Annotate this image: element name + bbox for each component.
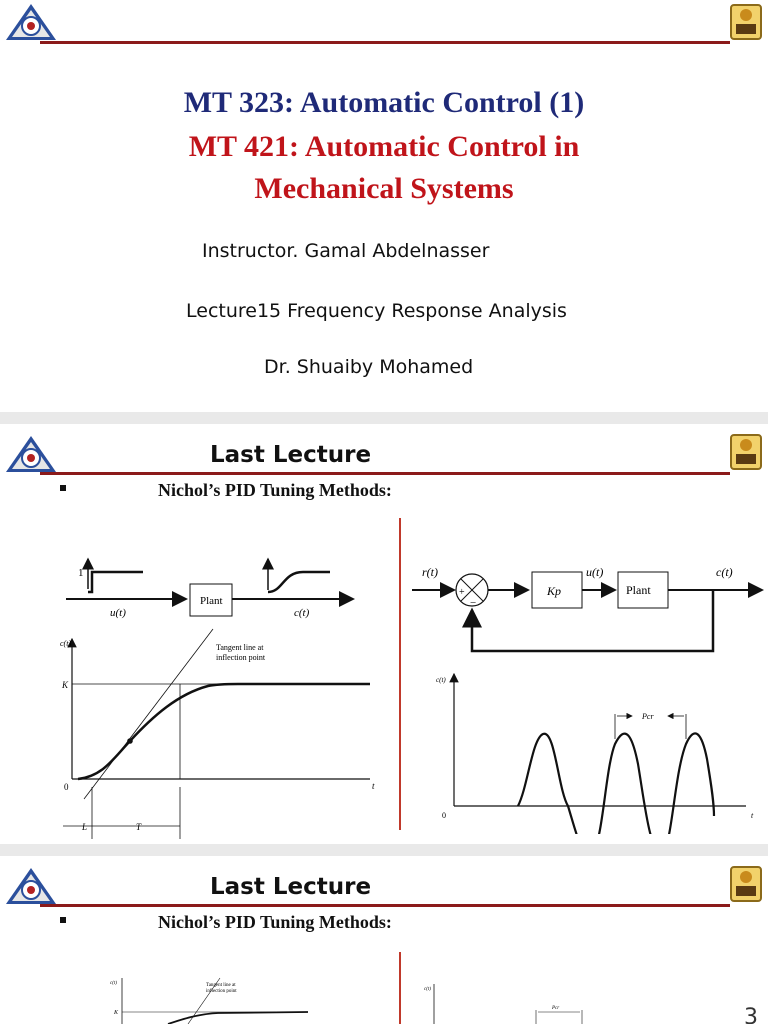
plant-label: Plant [200, 595, 223, 607]
header-rule [40, 472, 730, 475]
t-axis-label: t [372, 781, 375, 791]
kp-label: Kp [547, 584, 562, 598]
last-lecture-slide [0, 424, 768, 844]
origin-label: 0 [64, 782, 69, 792]
origin-label-2: 0 [442, 811, 446, 820]
step-label: 1 [78, 567, 84, 579]
bullet-marker [60, 917, 66, 923]
c-label: c(t) [294, 607, 310, 619]
title-slide [0, 0, 768, 412]
tangent-note-2: inflection point [216, 653, 266, 662]
tangent-note-1: Tangent line at [216, 643, 264, 652]
ct-axis-label-4: c(t) [424, 987, 431, 992]
closed-loop-oscillation-figure [410, 554, 768, 834]
plant-label-2: Plant [626, 583, 651, 597]
course-title-1: MT 323: Automatic Control (1) [183, 86, 585, 119]
t-axis-label-2: t [751, 811, 754, 820]
bullet-text: Nichol’s PID Tuning Methods: [158, 912, 392, 932]
header-rule [40, 41, 730, 44]
tangent-note-3: Tangent line at [206, 983, 236, 988]
svg-text:+: + [459, 587, 465, 598]
open-loop-step-figure [58, 554, 388, 839]
university-logo-icon [730, 4, 762, 40]
slide-title: Last Lecture [210, 874, 372, 900]
figure-separator [399, 518, 401, 830]
pcr-label-2: Pcr [552, 1006, 560, 1011]
faculty-logo-icon [4, 866, 58, 906]
course-title-3: Mechanical Systems [254, 172, 514, 205]
r-label: r(t) [422, 565, 438, 579]
u-label: u(t) [110, 607, 126, 619]
faculty-logo-icon [4, 2, 58, 42]
slide-gap [0, 844, 768, 856]
course-title-2: MT 421: Automatic Control in [188, 130, 580, 163]
T-label: T [136, 822, 142, 832]
oscillation-figure-small [420, 982, 620, 1024]
slide-gap [0, 412, 768, 424]
u-label-2: u(t) [586, 565, 604, 579]
svg-text:−: − [470, 597, 477, 609]
L-label: L [82, 822, 88, 832]
ct-axis-label-2: c(t) [436, 676, 446, 684]
last-lecture-slide-2 [0, 856, 768, 1024]
page-number: 3 [744, 1005, 758, 1024]
K-label: K [62, 680, 69, 690]
university-logo-icon [730, 434, 762, 470]
figure-separator [399, 952, 401, 1024]
faculty-logo-icon [4, 434, 58, 474]
tangent-note-4: inflection point [206, 989, 237, 994]
university-logo-icon [730, 866, 762, 902]
K-label-2: K [114, 1010, 119, 1016]
header-rule [40, 904, 730, 907]
bullet-text: Nichol’s PID Tuning Methods: [158, 480, 392, 500]
instructor-text: Instructor. Gamal Abdelnasser [202, 240, 490, 262]
lecture-text: Lecture15 Frequency Response Analysis [186, 300, 567, 322]
c-label-2: c(t) [716, 565, 733, 579]
pcr-label: Pcr [642, 712, 654, 721]
ct-axis-label: c(t) [60, 639, 72, 648]
author-text: Dr. Shuaiby Mohamed [264, 356, 474, 378]
ct-axis-label-3: c(t) [110, 981, 117, 986]
slide-title: Last Lecture [210, 442, 372, 468]
bullet-marker [60, 485, 66, 491]
open-loop-step-figure-small [108, 974, 308, 1024]
